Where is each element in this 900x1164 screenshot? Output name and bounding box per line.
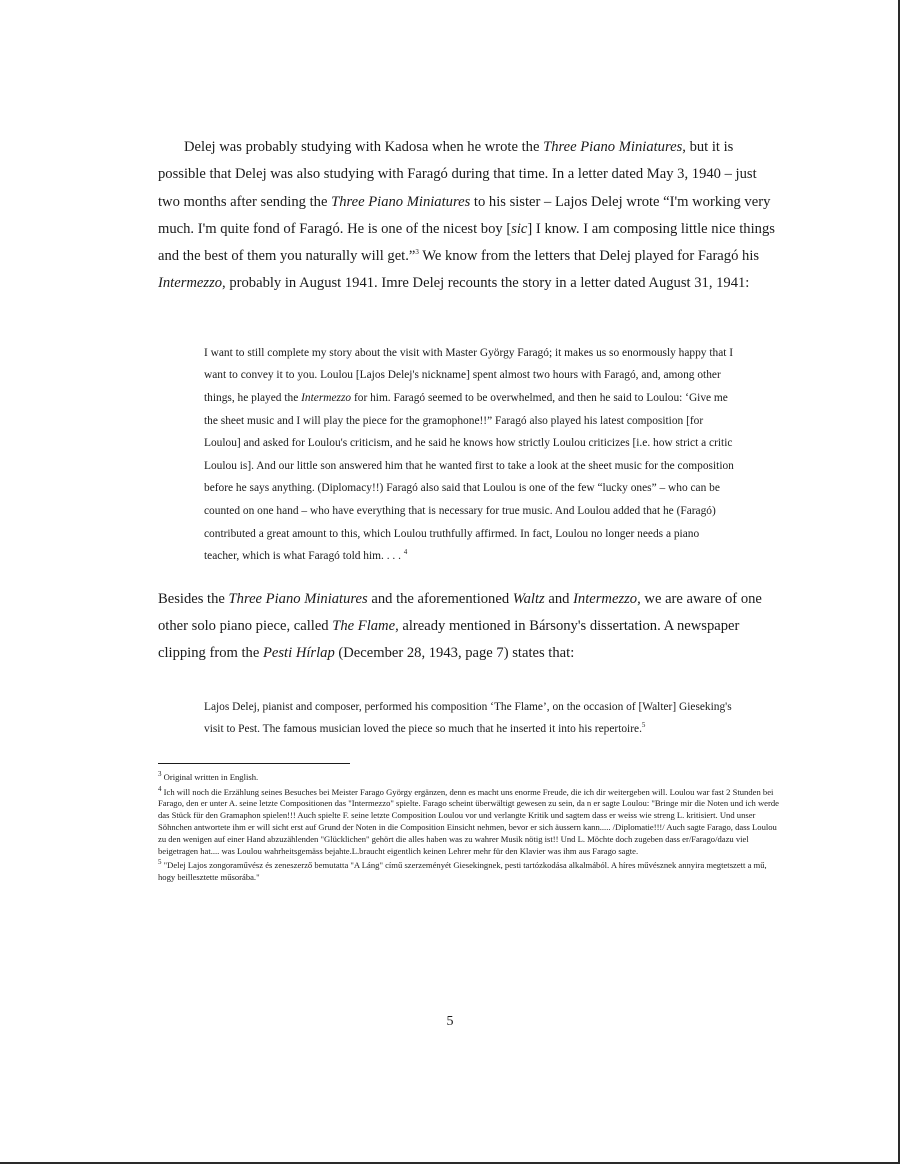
text-run: Besides the [158, 590, 229, 607]
footnotes [158, 769, 780, 884]
footnote-5 [158, 860, 780, 884]
italic-title: Three Piano Miniatures [331, 193, 471, 210]
italic-title: Intermezzo [301, 391, 352, 404]
footnote-4 [158, 784, 780, 858]
footnote-3 [158, 769, 780, 784]
footnote-ref-4: 4 [403, 548, 408, 557]
body-paragraph-1 [158, 134, 780, 298]
italic-title: Waltz [512, 590, 545, 607]
italic-title: Three Piano Miniatures [543, 139, 683, 155]
text-run: and [544, 590, 574, 607]
text-run: ] I know. I am composing little nice things and the best of them you naturally will get.” [158, 220, 775, 265]
text-run: Lajos Delej, pianist and composer, performed his composition ‘The Flame’, on the occasion of [Walter] Gieseking's visit to Pest. The famous musician loved the piece so much that he inserted it into his repertoire. [204, 700, 732, 736]
footnote-number: 4 [158, 784, 162, 793]
page-number: 5 [446, 1014, 454, 1029]
footnote-ref-5: 5 [641, 721, 646, 730]
italic-title: Intermezzo [158, 275, 223, 292]
text-run: , but it is possible that Delej was also studying with Faragó during that time. In a letter dated May 3, 1940 – just two months after sending the [158, 139, 757, 210]
footnote-separator [158, 763, 350, 764]
footnote-number: 5 [158, 858, 162, 867]
italic-title: The Flame [332, 618, 396, 635]
text-run: , already mentioned in Bársony's dissertation. A newspaper clipping from the [158, 618, 740, 662]
footnote-ref-3: 3 [415, 248, 419, 257]
text-run: and the aforementioned [367, 590, 513, 607]
block-quote-2 [204, 696, 734, 741]
footnote-text: "Delej Lajos zongoraművész és zeneszerző bemutatta "A Láng" című szerzeményét Giesekingnek, pesti tartózkodása alkalmából. A híres művésznek annyira megtetszett a mű, hogy beillesztette műsorába." [158, 860, 767, 883]
footnote-text: Original written in English. [161, 771, 259, 782]
block-quote-1 [204, 342, 734, 568]
italic-title: Intermezzo [573, 590, 638, 607]
body-paragraph-2 [158, 586, 780, 668]
page-content [158, 134, 780, 887]
text-run: , we are aware of one other solo piano piece, called [158, 590, 762, 635]
text-run: for him. Faragó seemed to be overwhelmed, and then he said to Loulou: ‘Give me the sheet music and I will play the piece for the gramophone!!” Faragó also played his latest composition [for Loulou] and asked for Loulou's criticism, and he said he knows how strictly Loulou criticizes [i.e. how strict a critic Loulou is]. And our little son answered him that he wanted first to take a look at the sheet music for the composition before he says anything. (Diplomacy!!) Faragó also said that Loulou is one of the few “lucky ones” – who can be counted on one hand – who have everything that is necessary for true music. And Loulou added that he (Faragó) contributed a great amount to this, which Loulou truthfully affirmed. In fact, Loulou no longer needs a piano teacher, which is what Faragó told him. . . . [204, 391, 734, 563]
text-run: Delej was probably studying with Kadosa when he wrote the [184, 139, 544, 155]
text-run: (December 28, 1943, page 7) states that: [334, 645, 575, 662]
footnote-text: Ich will noch die Erzählung seines Besuches bei Meister Farago György ergänzen, denn es macht uns enorme Freude, die ich dir weitergeben will. Loulou war fast 2 Stunden bei Farago, den er unter A. seine letzte Compositionen das "Intermezzo" spielte. Farago scheint überwältigt gewesen zu sein, da n er sagte Loulou: "Bringe mir die Noten und ich werde das Stück für den Gramaphon spielen!!! Auch spielte F. seine letzte Composition Loulou vor und verlangte Kritik und sagtem dass er weiss wie streng L. kritisiert. Und unser Söhnchen antwortete ihm er will sicht erst auf Grund der Noten in die Composition Einsicht nehmen, bevor er sich äussern kann..... /Diplomatie!!!/ Auch sagte Farago, dass Loulou zu den wenigen auf einer Hand abzuzählenden "Glücklichen" gehört die alles haben was zu wahrer Musik nötig ist!! Und L. Möchte doch zugeben dass er/Farago/dazu viel beigetragen hat.... was Loulou wahrheitsgemäss bejahte.L.braucht eigentlich keinen Lehrer mehr für den Klavier was ihm aus Farago sagte. [158, 786, 779, 856]
text-run: , probably in August 1941. Imre Delej recounts the story in a letter dated August 31, 1941: [222, 275, 750, 292]
italic-title: Pesti Hírlap [262, 645, 335, 662]
text-run: I want to still complete my story about the visit with Master György Faragó; it makes us so enormously happy that I want to convey it to you. Loulou [Lajos Delej's nickname] spent almost two hours with Faragó, and, among other things, he played the [204, 346, 734, 404]
italic-title: Three Piano Miniatures [228, 590, 368, 607]
text-run: We know from the letters that Delej played for Faragó his [418, 248, 760, 265]
footnote-number: 3 [158, 769, 162, 778]
text-run: to his sister – Lajos Delej wrote “I'm working very much. I'm quite fond of Faragó. He is one of the nicest boy [ [158, 193, 771, 237]
italic-sic: sic [511, 220, 528, 237]
